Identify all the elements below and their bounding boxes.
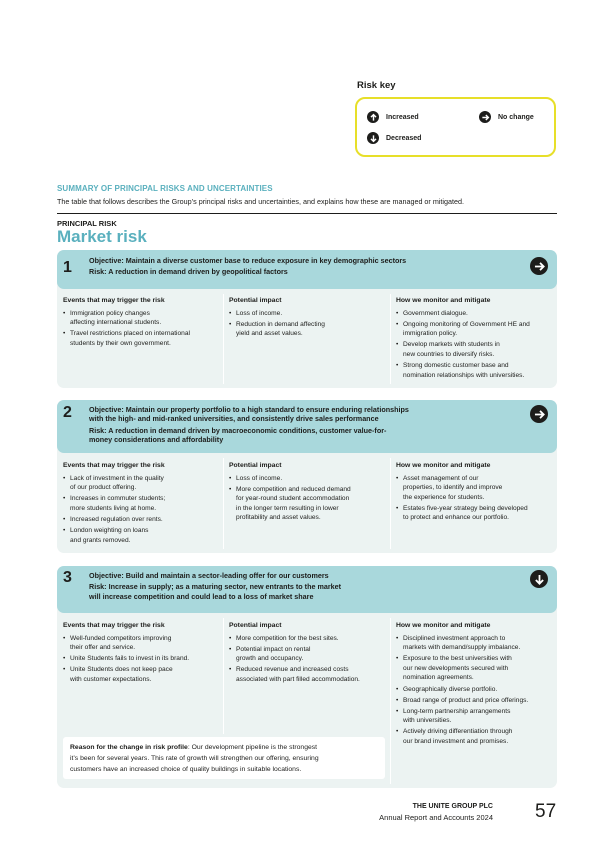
list-item: • Long-term partnership arrangements with universities. <box>396 707 556 726</box>
risk-card-1 <box>57 250 557 388</box>
monitor-header: How we monitor and mitigate <box>396 622 491 629</box>
list-item: • Well-funded competitors improving their offer and service. <box>63 634 221 653</box>
section-title: Market risk <box>57 227 147 246</box>
list-item: • Asset management of our properties, to identify and improve the experience for students. <box>396 474 556 503</box>
summary-description: The table that follows describes the Group’s principal risks and uncertainties, and explains how these are managed or mitigated. <box>57 197 464 206</box>
column-divider <box>390 458 391 549</box>
risk-header <box>57 566 557 613</box>
impact-column <box>229 621 389 686</box>
summary-title: SUMMARY OF PRINCIPAL RISKS AND UNCERTAINTIES <box>57 184 273 193</box>
events-column <box>63 461 221 547</box>
footer-company: THE UNITE GROUP PLC <box>412 803 493 810</box>
list-item: • More competition and reduced demand for year-round student accommodation in the longer term resulting in lower profitability and asset values. <box>229 485 387 523</box>
monitor-header: How we monitor and mitigate <box>396 462 491 469</box>
column-divider <box>223 618 224 734</box>
footer-report: Annual Report and Accounts 2024 <box>379 813 493 822</box>
list-item: • Strong domestic customer base and nomination relationships with universities. <box>396 361 556 380</box>
impact-header: Potential impact <box>229 297 282 304</box>
events-column <box>63 621 221 686</box>
arrow-down-icon <box>530 570 548 588</box>
list-item: • Unite Students does not keep pace with customer expectations. <box>63 665 221 684</box>
risk-objective <box>89 256 406 277</box>
key-no-change <box>479 111 534 123</box>
list-item: • Potential impact on rental growth and occupancy. <box>229 645 389 664</box>
monitor-header: How we monitor and mitigate <box>396 297 491 304</box>
risk-line: Risk: Increase in supply; as a maturing sector, new entrants to the market <box>89 582 342 592</box>
page-number: 57 <box>535 801 557 822</box>
column-divider <box>390 618 391 784</box>
events-header: Events that may trigger the risk <box>63 297 165 304</box>
objective-line: Objective: Maintain our property portfolio to a high standard to ensure enduring relationships <box>89 405 409 414</box>
list-item: • Increases in commuter students; more students living at home. <box>63 494 221 513</box>
risk-number: 2 <box>63 404 72 421</box>
list-item: • Government dialogue. <box>396 309 556 319</box>
risk-objective <box>89 571 341 601</box>
risk-number: 3 <box>63 569 72 586</box>
divider <box>57 213 557 214</box>
list-item: • Loss of income. <box>229 474 387 484</box>
list-item: • Broad range of product and price offerings. <box>396 696 556 706</box>
risk-card-2 <box>57 400 557 553</box>
risk-number: 1 <box>63 259 72 276</box>
risk-key-title: Risk key <box>357 80 396 91</box>
monitor-column <box>396 621 556 748</box>
key-decreased <box>367 132 421 144</box>
list-item: • Actively driving differentiation through our brand investment and promises. <box>396 727 556 746</box>
objective-line: Objective: Build and maintain a sector-leading offer for our customers <box>89 571 329 580</box>
risk-line: will increase competition and could lead to a loss of market share <box>89 591 314 601</box>
arrow-right-icon <box>530 257 548 275</box>
list-item: • Increased regulation over rents. <box>63 515 221 525</box>
list-item: • Reduced revenue and increased costs associated with part filled accommodation. <box>229 665 389 684</box>
key-increased-label: Increased <box>386 113 419 121</box>
impact-header: Potential impact <box>229 622 282 629</box>
risk-line: Risk: A reduction in demand driven by geopolitical factors <box>89 267 288 277</box>
arrow-right-icon <box>479 111 491 123</box>
risk-line: Risk: A reduction in demand driven by macroeconomic conditions, customer value-for- <box>89 425 387 435</box>
reason-label: Reason for the change in risk profile <box>70 744 188 751</box>
list-item: • Geographically diverse portfolio. <box>396 685 556 695</box>
impact-column <box>229 461 387 525</box>
risk-header <box>57 250 557 289</box>
risk-header <box>57 400 557 453</box>
impact-header: Potential impact <box>229 462 282 469</box>
risk-line: money considerations and affordability <box>89 435 224 445</box>
monitor-column <box>396 296 556 382</box>
column-divider <box>223 294 224 384</box>
list-item: • Develop markets with students in new countries to diversify risks. <box>396 340 556 359</box>
list-item: • Reduction in demand affecting yield and asset values. <box>229 320 387 339</box>
risk-change-reason <box>63 737 385 779</box>
monitor-column <box>396 461 556 525</box>
list-item: • London weighting on loans and grants removed. <box>63 526 221 545</box>
key-decreased-label: Decreased <box>386 134 422 142</box>
list-item: • Unite Students fails to invest in its brand. <box>63 654 221 664</box>
key-no-change-label: No change <box>498 113 534 121</box>
list-item: • Travel restrictions placed on international students by their own government. <box>63 329 221 348</box>
list-item: • More competition for the best sites. <box>229 634 389 644</box>
reason-text: customers have an increased choice of quality buildings in suitable locations. <box>70 766 302 773</box>
list-item: • Immigration policy changes affecting international students. <box>63 309 221 328</box>
list-item: • Disciplined investment approach to markets with demand/supply imbalance. <box>396 634 556 653</box>
arrow-up-icon <box>367 111 379 123</box>
arrow-down-icon <box>367 132 379 144</box>
objective-line: with the high- and mid-ranked universities, and consistently drive sales performance <box>89 414 379 424</box>
risk-key-box <box>355 97 556 157</box>
column-divider <box>390 294 391 384</box>
list-item: • Ongoing monitoring of Government HE and immigration policy. <box>396 320 556 339</box>
risk-objective <box>89 405 409 445</box>
column-divider <box>223 458 224 549</box>
reason-text: it’s been for several years. This rate of growth will strengthen our offering, ensuring <box>70 755 319 762</box>
list-item: • Exposure to the best universities with our new developments secured with nomination agreements. <box>396 654 556 683</box>
list-item: • Lack of investment in the quality of our product offering. <box>63 474 221 493</box>
objective-line: Objective: Maintain a diverse customer base to reduce exposure in key demographic sectors <box>89 256 407 265</box>
impact-column <box>229 296 387 340</box>
events-header: Events that may trigger the risk <box>63 622 165 629</box>
list-item: • Estates five-year strategy being developed to protect and enhance our portfolio. <box>396 504 556 523</box>
arrow-right-icon <box>530 405 548 423</box>
principal-risk-label: PRINCIPAL RISK <box>57 219 117 228</box>
events-column <box>63 296 221 350</box>
list-item: • Loss of income. <box>229 309 387 319</box>
key-increased <box>367 111 419 123</box>
reason-text: : Our development pipeline is the strongest <box>187 744 318 751</box>
events-header: Events that may trigger the risk <box>63 462 165 469</box>
